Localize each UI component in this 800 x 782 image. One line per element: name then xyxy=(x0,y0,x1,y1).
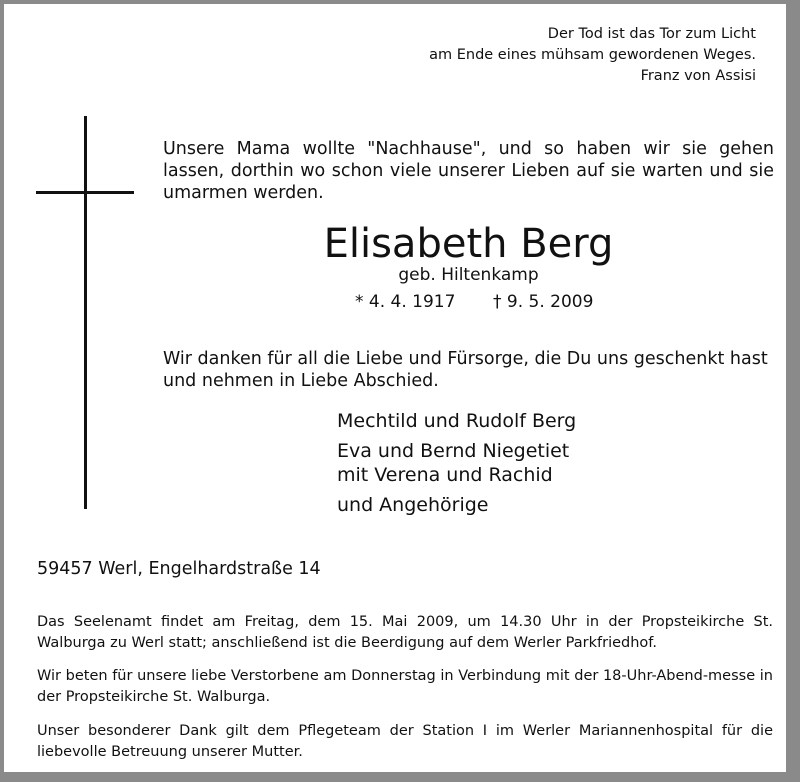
mass-notice: Das Seelenamt findet am Freitag, dem 15. Mai 2009, um 14.30 Uhr in der Propsteikirche St. Walburga zu Werl statt; anschließend ist die Beerdigung auf dem Werler Parkfriedhof. xyxy=(37,614,773,651)
intro-text: Unsere Mama wollte "Nachhause", und so haben wir sie gehen lassen, dorthin wo schon viele unserer Lieben auf sie warten und sie umarmen werden. xyxy=(163,139,774,203)
maiden-name: geb. Hiltenkamp xyxy=(398,265,539,285)
epigraph-quote xyxy=(429,24,756,87)
quote-author: Franz von Assisi xyxy=(640,68,756,84)
death-date: † 9. 5. 2009 xyxy=(493,292,594,312)
cross-vertical-bar xyxy=(84,116,87,509)
family-line-4: und Angehörige xyxy=(337,494,489,516)
family-line-3: mit Verena und Rachid xyxy=(337,464,553,486)
quote-line-2: am Ende eines mühsam gewordenen Weges. xyxy=(429,47,756,63)
thanks-text: Wir danken für all die Liebe und Fürsorge, die Du uns geschenkt hast und nehmen in Liebe Abschied. xyxy=(163,349,768,391)
family-line-2: Eva und Bernd Niegetiet xyxy=(337,440,570,462)
family-address: 59457 Werl, Engelhardstraße 14 xyxy=(37,559,321,579)
prayer-notice: Wir beten für unsere liebe Verstorbene am Donnerstag in Verbindung mit der 18-Uhr-Abend-messe in der Propsteikirche St. Walburga. xyxy=(37,668,773,705)
cross-horizontal-bar xyxy=(36,191,134,194)
family-line-1: Mechtild und Rudolf Berg xyxy=(337,410,577,432)
gratitude-notice: Unser besonderer Dank gilt dem Pflegeteam der Station I im Werler Mariannenhospital für die liebevolle Betreuung unserer Mutter. xyxy=(37,723,773,760)
birth-date: * 4. 4. 1917 xyxy=(355,292,456,312)
quote-line-1: Der Tod ist das Tor zum Licht xyxy=(547,26,756,42)
deceased-name: Elisabeth Berg xyxy=(323,221,614,267)
